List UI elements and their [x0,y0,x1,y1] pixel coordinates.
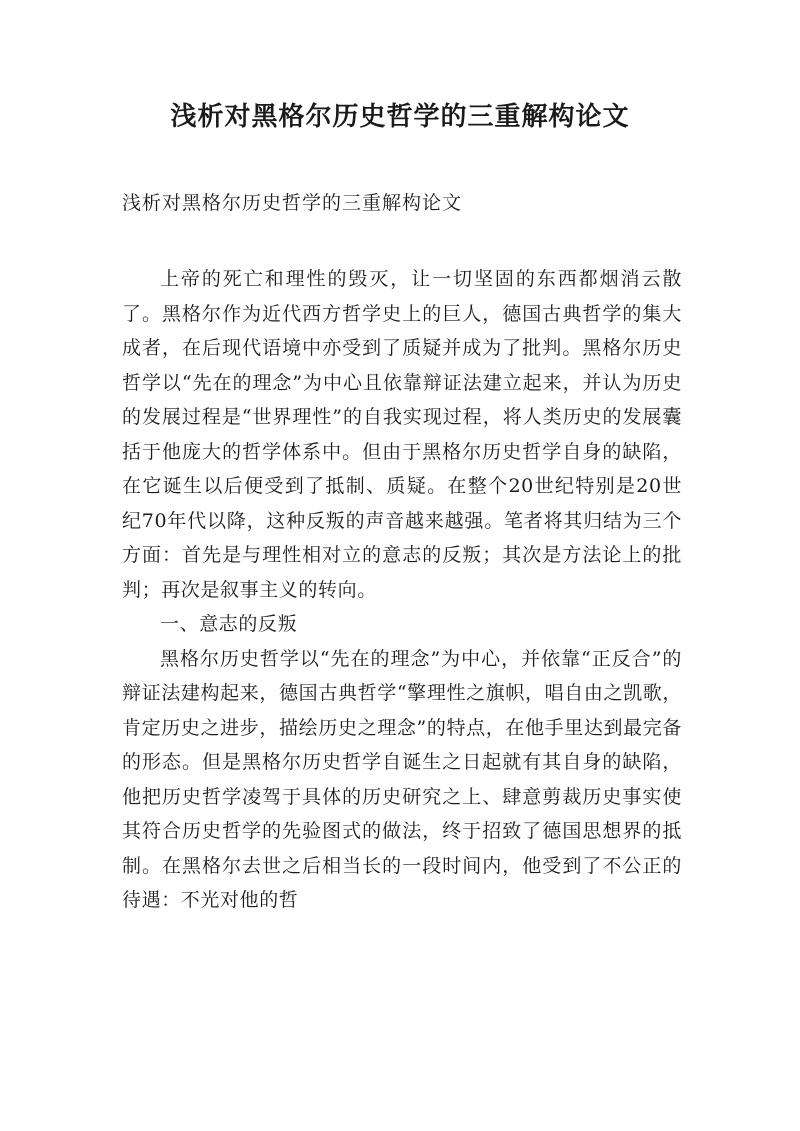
section-heading-will-rebellion: 一、意志的反叛 [160,613,298,635]
document-body [122,262,682,918]
document-subtitle: 浅析对黑格尔历史哲学的三重解构论文 [122,192,463,214]
paragraph-section-one: 黑格尔历史哲学以“先在的理念”为中心，并依靠“正反合”的辩证法建构起来，德国古典哲学“擎理性之旗帜，唱自由之凯歌，肯定历史之进步，描绘历史之理念”的特点，在他手里达到最完备的形态。但是黑格尔历史哲学自诞生之日起就有其自身的缺陷，他把历史哲学凌驾于具体的历史研究之上、肆意剪裁历史事实使其符合历史哲学的先验图式的做法，终于招致了德国思想界的抵制。在黑格尔去世之后相当长的一段时间内，他受到了不公正的待遇：不光对他的哲 [122,647,682,911]
document-title: 浅析对黑格尔历史哲学的三重解构论文 [170,102,630,132]
paragraph-intro: 上帝的死亡和理性的毁灭，让一切坚固的东西都烟消云散了。黑格尔作为近代西方哲学史上的巨人，德国古典哲学的集大成者，在后现代语境中亦受到了质疑并成为了批判。黑格尔历史哲学以“先在的理念”为中心且依靠辩证法建立起来，并认为历史的发展过程是“世界理性”的自我实现过程，将人类历史的发展囊括于他庞大的哲学体系中。但由于黑格尔历史哲学自身的缺陷，在它诞生以后便受到了抵制、质疑。在整个20世纪特别是20世纪70年代以降，这种反叛的声音越来越强。笔者将其归结为三个方面：首先是与理性相对立的意志的反叛；其次是方法论上的批判；再次是叙事主义的转向。 [122,268,682,601]
